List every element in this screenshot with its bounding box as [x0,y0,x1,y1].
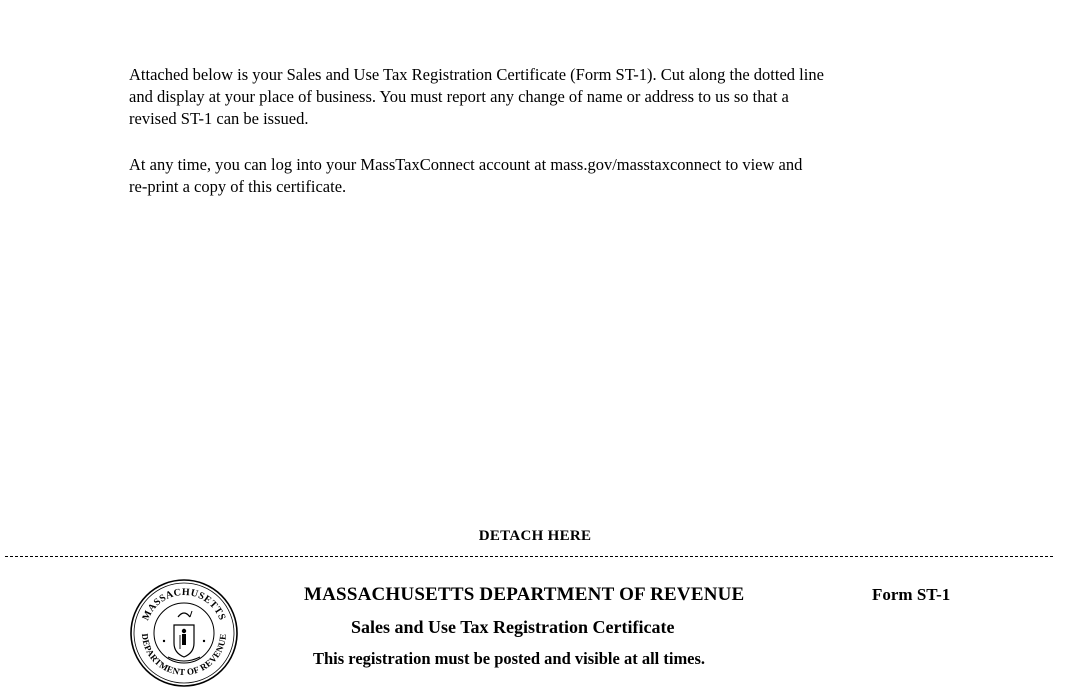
seal-top-text: MASSACHUSETTS [140,586,228,623]
instructions-paragraph [129,64,969,130]
detach-dotted-line [5,556,1053,557]
certificate-title: Sales and Use Tax Registration Certificate [351,617,675,637]
masstaxconnect-paragraph [129,154,969,198]
seal-bottom-text: DEPARTMENT OF REVENUE [139,633,229,678]
text-line: revised ST-1 can be issued. [129,109,309,128]
text-line: and display at your place of business. You must report any change of name or address to us so that a [129,87,789,106]
dor-seal-icon [128,577,240,689]
detach-here-label: DETACH HERE [478,528,592,544]
department-heading: MASSACHUSETTS DEPARTMENT OF REVENUE [304,584,745,605]
text-line: Attached below is your Sales and Use Tax Registration Certificate (Form ST-1). Cut along the dotted line [129,65,824,84]
text-line: re-print a copy of this certificate. [129,177,347,196]
posting-notice: This registration must be posted and visible at all times. [313,649,706,668]
form-number: Form ST-1 [872,585,951,604]
text-line: At any time, you can log into your MassTaxConnect account at mass.gov/masstaxconnect to view and [129,155,803,174]
